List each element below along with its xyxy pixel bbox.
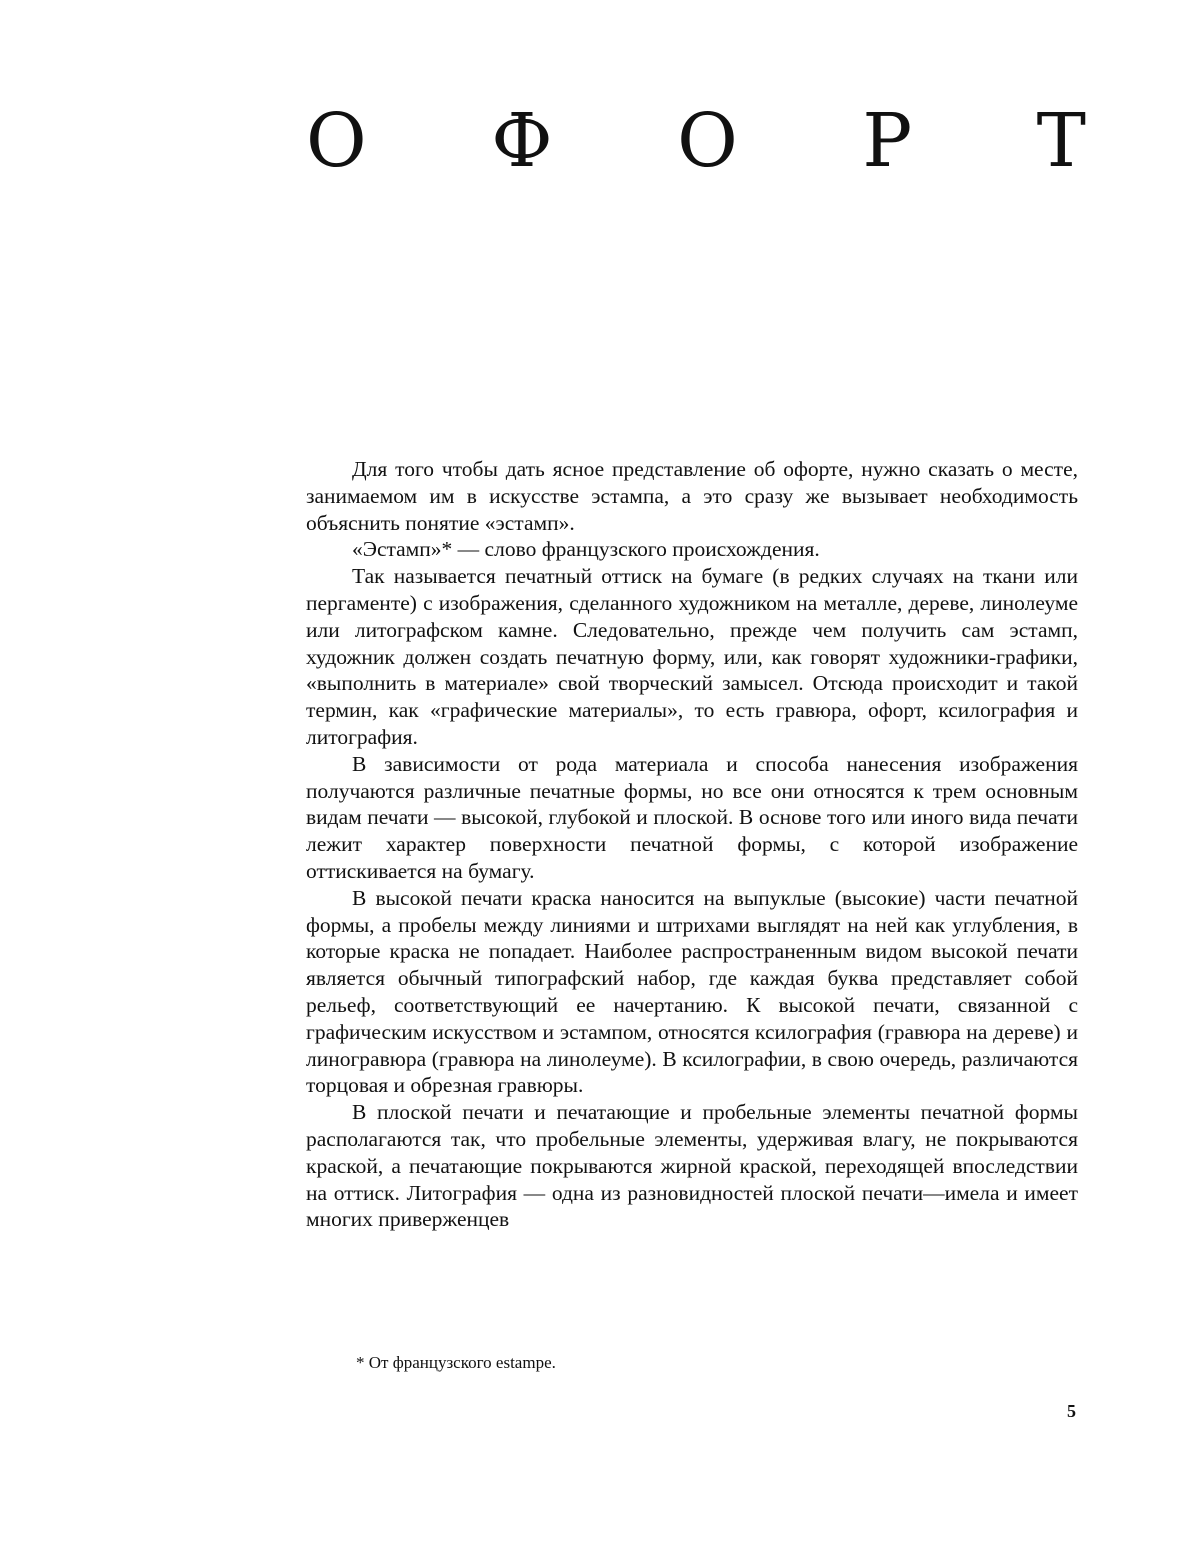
title-letter: Р xyxy=(862,98,913,184)
paragraph: Для того чтобы дать ясное представление об офорте, нужно сказать о месте, занимаемом им в искусстве эстампа, а это сразу же вызывает необходимость объяснить понятие «эстамп». xyxy=(306,457,1078,535)
paragraph: В плоской печати и печатающие и пробельные элементы печатной формы располагаются так, что пробельные элементы, удерживая влагу, не покрываются краской, а печатающие покрываются жирной краской, переходящей впоследствии на оттиск. Литография — одна из разновидностей плоской печати—имела и имеет многих приверженцев xyxy=(306,1100,1078,1232)
paragraph: «Эстамп»* — слово французского происхождения. xyxy=(352,537,820,562)
paragraph: В зависимости от рода материала и способа нанесения изображения получаются различные печатные формы, но все они относятся к трем основным видам печати — высокой, глубокой и плоской. В основе того или иного вида печати лежит характер поверхности печатной формы, с которой изображение оттискивается на бумагу. xyxy=(306,751,1078,883)
title-letter: О xyxy=(306,98,367,184)
title-letter: О xyxy=(677,98,738,184)
footnote: * От французского estampe. xyxy=(356,1353,556,1372)
title-letter: Т xyxy=(1036,98,1086,184)
chapter-title xyxy=(306,96,1086,186)
paragraph: В высокой печати краска наносится на выпуклые (высокие) части печатной формы, а пробелы между линиями и штрихами выглядят на ней как углубления, в которые краска не попадает. Наиболее распространенным видом высокой печати является обычный типографский набор, где каждая буква представляет собой рельеф, соответствующий ее начертанию. К высокой печати, связанной с графическим искусством и эстампом, относятся ксилография (гравюра на дереве) и линогравюра (гравюра на линолеуме). В ксилографии, в свою очередь, различаются торцовая и обрезная гравюры. xyxy=(306,885,1078,1098)
paragraph: Так называется печатный оттиск на бумаге (в редких случаях на ткани или пергаменте) с изображения, сделанного художником на металле, дереве, линолеуме или литографском камне. Следовательно, прежде чем получить сам эстамп, художник должен создать печатную форму, или, как говорят художники-графики, «выполнить в материале» свой творческий замысел. Отсюда происходит и такой термин, как «графические материалы», то есть гравюра, офорт, ксилография и литография. xyxy=(306,564,1078,749)
body-text xyxy=(306,456,1078,1233)
page-number: 5 xyxy=(1067,1401,1076,1421)
title-letter: Ф xyxy=(491,98,553,184)
